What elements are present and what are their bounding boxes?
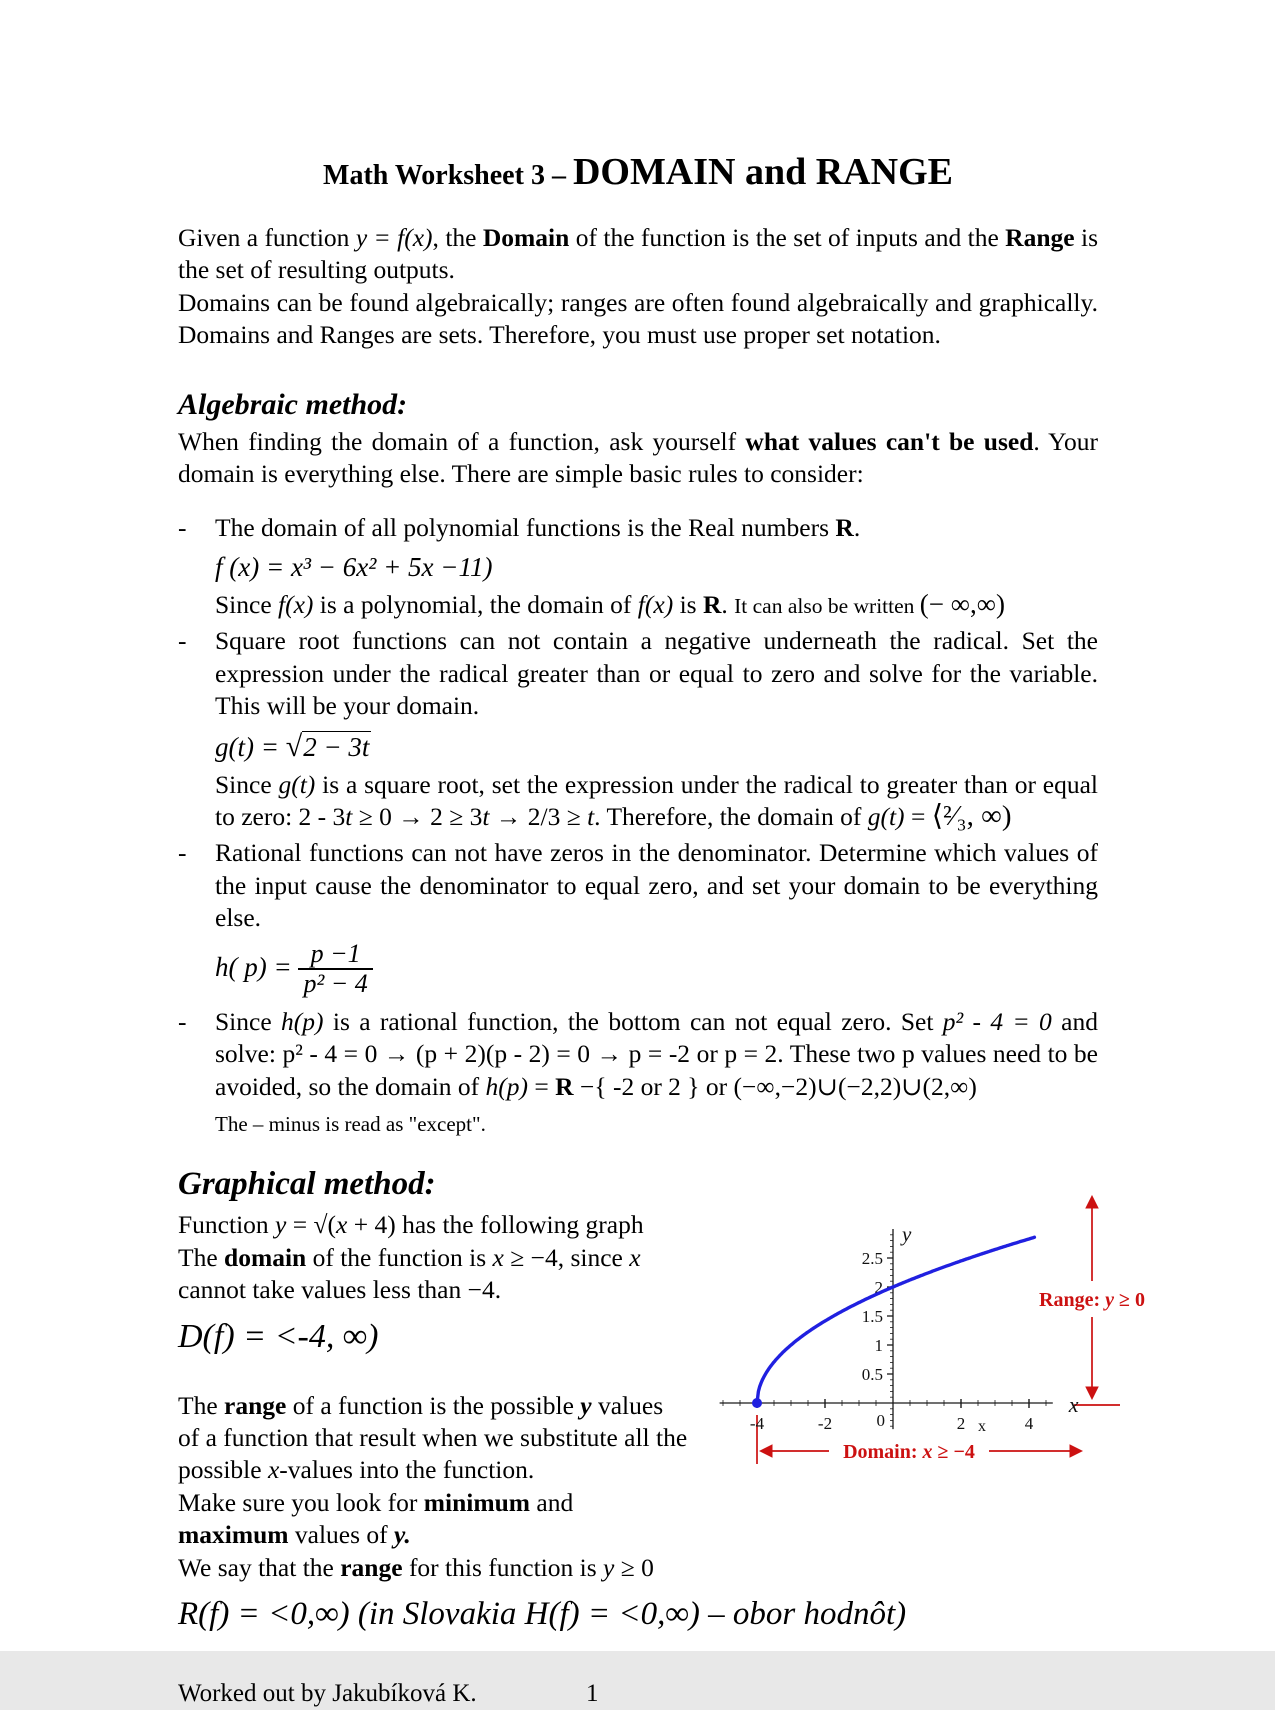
text-run: ≥ −4, since [503,1242,630,1272]
text-run: . Your domain is everything else. There are simple basic rules to consider: [178,426,1098,489]
intro-paragraph-2: Domains can be found algebraically; ranges are often found algebraically and graphically. Domains and Ranges are sets. Therefore, you must use proper set notation. [178,287,1098,350]
svg-text:4: 4 [1024,1414,1034,1434]
list-item-rational [178,837,1098,1001]
text-run: The domain of all polynomial functions is the Real numbers [215,513,836,543]
text-run: Make sure you look for [178,1487,424,1517]
square-root-rule-text: Square root functions can not contain a negative underneath the radical. Set the expression under the radical greater than or equal to zero and solve for the variable. This will be your domain. [215,626,1098,721]
rational-formula [215,940,1098,999]
bullet-dash: - [178,626,187,656]
math-var: x [336,1210,348,1240]
page-number: 1 [586,1679,599,1707]
text-run: h( p) = [215,951,299,982]
text-run: is a square root, set the expression under the radical to greater than or equal to zero: 2 - 3 [215,769,1099,832]
graphical-p4 [178,1487,690,1552]
term-domain: domain [224,1242,307,1272]
sqrt-curve [757,1238,1034,1404]
domain-label: Domain: x ≥ −4 [843,1441,975,1464]
text-run: = [528,1071,556,1101]
text-run: = [904,802,932,832]
function-graph-container [683,1175,1193,1477]
graphical-method-heading: Graphical method: [178,1165,436,1202]
graphical-text-column [178,1209,690,1584]
fraction-denominator: p² − 4 [298,968,372,999]
math-var: y [275,1210,287,1240]
text-run: + 4) has the following graph [347,1210,644,1240]
text-run: It can also be written [734,594,920,619]
math-var: g(t) [278,769,316,799]
bullet-dash: - [178,838,187,868]
list-item-body [215,625,1098,833]
text-run: what values can't be used [745,426,1034,456]
square-root-formula [215,728,1098,766]
vertical-spacer [178,1358,690,1390]
text-run: We say that the [178,1552,341,1582]
math-var: h(p) [281,1006,324,1036]
set-notation: −{ -2 or 2 } or (−∞,−2)∪(−2,2)∪(2,∞) [573,1071,977,1101]
text-run: Since [215,769,279,799]
math-var: y. [394,1520,411,1550]
graphical-p3 [178,1390,690,1487]
text-run: values of [288,1520,395,1550]
math-expression: p² - 4 = 0 → (p + 2)(p - 2) = 0 → p = -2 or p = 2. These two p values need to be avoided, so the domain of [215,1039,1099,1101]
real-numbers-symbol: R [835,513,854,543]
text-run: g(t) = [215,731,286,762]
text-run: → 2/3 ≥ [489,802,588,832]
polynomial-rule-text [215,512,1098,544]
list-item-polynomial [178,512,1098,621]
except-note: The – minus is read as "except". [215,1111,486,1136]
text-run: Given a function [178,223,356,253]
interval-notation: ⟨²⁄₃, ∞) [931,800,1012,833]
text-run: is [673,590,703,620]
math-var: g(t) [867,802,905,832]
text-run: ≥ 0 → 2 ≥ 3 [352,802,483,832]
svg-text:y: y [902,1222,912,1247]
bullet-dash: - [178,513,187,543]
math-var: t [587,802,595,832]
text-run: of a function is the possible [286,1390,581,1420]
footer-credit: Worked out by Jakubíková K. [178,1679,477,1707]
page-footer [178,1678,1098,1710]
real-numbers-symbol: R [555,1071,574,1101]
text-run: of the function is the set of inputs and the [569,223,1006,253]
text-run: The [178,1242,225,1272]
svg-text:-4: -4 [749,1414,765,1434]
graphical-p2 [178,1242,690,1307]
svg-text:1.5: 1.5 [861,1307,883,1327]
real-numbers-symbol: R [702,590,722,620]
text-run: When finding the domain of a function, ask yourself [178,426,746,456]
term-domain: Domain [482,223,570,253]
text-run: Function [178,1210,276,1240]
range-label: Range: y ≥ 0 [1039,1289,1145,1312]
text-run: is a rational function, the bottom can not equal zero. Set [323,1006,943,1036]
function-graph [683,1175,1193,1477]
text-run: cannot take values less than −4. [178,1275,502,1305]
math-var: y [580,1390,592,1420]
text-run: of the function is [306,1242,493,1272]
math-var: t [345,802,353,832]
svg-text:0: 0 [876,1411,885,1431]
graphical-section [178,1209,1145,1584]
radicand: 2 − 3t [303,731,370,762]
curve-endpoint [752,1398,762,1408]
interval-notation: (− ∞,∞) [919,589,1006,620]
list-item-square-root [178,625,1098,833]
list-item-body [215,512,1098,621]
page-title [178,140,1098,196]
algebraic-method-heading: Algebraic method: [178,387,408,421]
math-var: x [267,1455,280,1485]
rational-explanation [215,1006,1098,1103]
polynomial-formula: f (x) = x³ − 6x² + 5x −11) [215,551,493,582]
list-item-body [215,837,1098,1001]
svg-text:0.5: 0.5 [861,1365,883,1385]
math-expression: p² - 4 = 0 [942,1006,1052,1036]
range-formula: R(f) = <0,∞) (in Slovakia H(f) = <0,∞) – obor hodnôt) [178,1595,907,1632]
text-run: . [721,590,735,620]
square-root-explanation [215,769,1098,834]
text-run: is a polynomial, the domain of [313,590,638,620]
fraction-numerator: p −1 [310,938,361,968]
math-var: f(x) [637,590,674,620]
text-run: . [853,513,861,543]
text-run: = √( [286,1210,336,1240]
rational-rule-text: Rational functions can not have zeros in the denominator. Determine which values of the input cause the denominator to equal zero, and set your domain to be everything else. [215,838,1098,933]
text-run: Since [215,590,279,620]
text-run: -values into the function. [279,1455,535,1485]
axis-ticks [723,1235,1046,1426]
list-item-body [215,1006,1098,1138]
graphical-p1 [178,1209,690,1241]
domain-formula: D(f) = <-4, ∞) [178,1317,379,1355]
svg-text:1: 1 [874,1336,883,1356]
svg-text:x: x [978,1418,986,1436]
graphical-p5 [178,1552,690,1584]
title-main: DOMAIN and RANGE [572,151,953,193]
math-var: t [482,802,490,832]
text-run: . Therefore, the domain of [594,802,868,832]
math-var: f(x) [278,590,314,620]
text-run: Since [215,1006,282,1036]
math-var: y [603,1552,615,1582]
svg-text:2.5: 2.5 [861,1249,883,1269]
term-minimum: minimum [423,1487,531,1517]
bullet-dash: - [178,1006,187,1036]
text-run: ≥ 0 [614,1552,654,1582]
radical-sign: √ [285,729,303,763]
list-item-rational-explanation [178,1006,1098,1138]
text-run: and solve: [215,1006,1098,1069]
algebraic-intro [178,426,1098,491]
text-run: and [530,1487,574,1517]
svg-text:-2: -2 [817,1414,833,1434]
text-run: The [178,1390,225,1420]
math-var: h(p) [485,1071,529,1101]
text-run: is the set of resulting outputs. [178,223,1099,285]
svg-text:2: 2 [956,1414,966,1434]
math-var: x [492,1242,504,1272]
svg-text:x: x [1068,1392,1079,1418]
svg-text:2: 2 [874,1278,883,1298]
term-range: range [340,1552,403,1582]
title-prefix: Math Worksheet 3 – [323,160,573,191]
polynomial-explanation [215,587,1098,621]
math-var: y = f(x) [355,223,433,253]
math-var: x [629,1242,641,1272]
axes [720,1229,1053,1429]
term-range: Range [1005,223,1075,253]
page-content [178,0,1145,1710]
term-maximum: maximum [178,1520,289,1550]
term-range: range [224,1390,287,1420]
intro-paragraph-1 [178,222,1098,287]
text-run: , the [432,223,483,253]
fraction [298,940,372,999]
text-run: values of a function that result when we substitute all the possible [178,1390,688,1485]
text-run: for this function is [402,1552,604,1582]
